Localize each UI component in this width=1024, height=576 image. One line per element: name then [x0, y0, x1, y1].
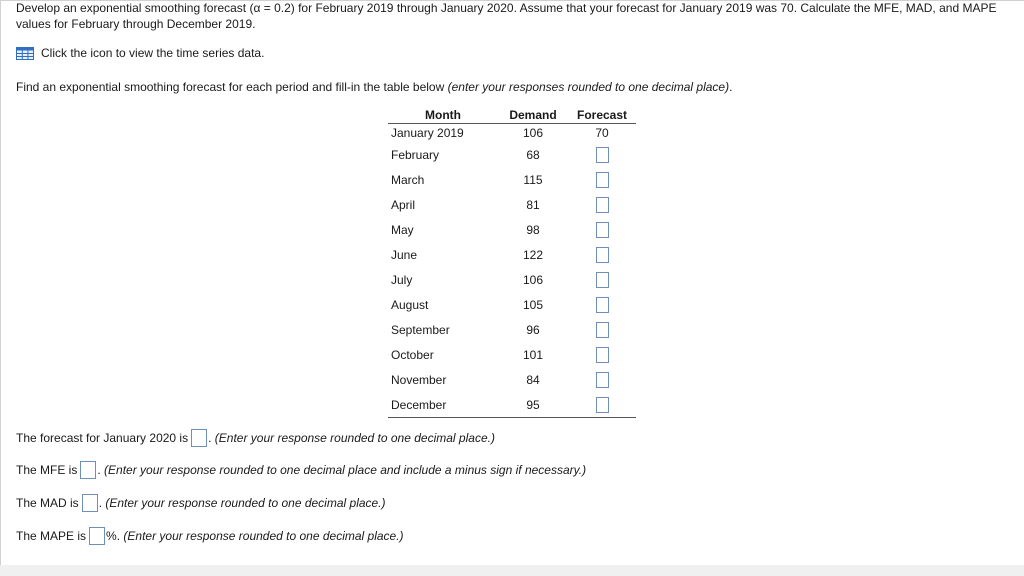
row-month: April: [391, 197, 416, 212]
table-row: [388, 292, 636, 317]
row-month: February: [391, 147, 440, 162]
row-forecast-value: 70: [595, 126, 609, 140]
row-demand: 95: [498, 392, 568, 418]
row-demand: 96: [526, 322, 540, 337]
time-series-table: [388, 106, 636, 418]
left-border: [0, 0, 1, 565]
mad-hint: (Enter your response rounded to one decimal place.): [105, 496, 386, 510]
table-row: [388, 267, 636, 292]
instructions-text: Find an exponential smoothing forecast for each period and fill-in the table below: [16, 80, 448, 94]
jan2020-label: The forecast for January 2020 is: [16, 431, 189, 445]
forecast-input-april[interactable]: [596, 197, 609, 213]
header-month: Month: [388, 106, 498, 124]
forecast-input-june[interactable]: [596, 247, 609, 263]
table-grid-icon[interactable]: [16, 47, 34, 60]
instructions: [16, 80, 732, 94]
header-forecast: Forecast: [568, 106, 636, 124]
row-demand: 106: [522, 126, 544, 140]
table-row: [388, 242, 636, 267]
mad-question: [16, 494, 386, 512]
table-row: [388, 124, 636, 143]
problem-line-1: Develop an exponential smoothing forecast (α = 0.2) for February 2019 through January 2020. Assume that your forecast for January 2019 was 70. Calculate the MFE, MAD, and MAPE: [16, 1, 997, 15]
row-demand: 81: [526, 197, 540, 212]
forecast-input-august[interactable]: [596, 297, 609, 313]
table-row: [388, 317, 636, 342]
forecast-input-february[interactable]: [596, 147, 609, 163]
row-month: August: [391, 297, 429, 312]
row-month: June: [391, 247, 418, 262]
forecast-input-july[interactable]: [596, 272, 609, 288]
forecast-input-march[interactable]: [596, 172, 609, 188]
problem-statement: [16, 0, 1016, 32]
forecast-input-december[interactable]: [596, 397, 609, 413]
mad-input[interactable]: [82, 494, 98, 512]
jan2020-suffix: .: [208, 431, 212, 445]
mad-label: The MAD is: [16, 496, 79, 510]
table-row: [388, 167, 636, 192]
mape-hint: (Enter your response rounded to one decimal place.): [123, 529, 404, 543]
row-demand: 105: [522, 297, 544, 312]
row-demand: 106: [522, 272, 544, 287]
row-month: November: [391, 372, 447, 387]
table-header-row: [388, 106, 636, 124]
row-demand: 122: [522, 247, 544, 262]
mfe-question: [16, 461, 586, 479]
forecast-input-may[interactable]: [596, 222, 609, 238]
mfe-label: The MFE is: [16, 463, 78, 477]
mape-question: [16, 527, 404, 545]
instructions-end: .: [729, 80, 733, 94]
row-demand: 98: [526, 222, 540, 237]
jan2020-forecast-question: [16, 429, 495, 447]
mfe-hint: (Enter your response rounded to one decimal place and include a minus sign if necessary.): [104, 463, 587, 477]
table-row: [388, 192, 636, 217]
table-row: [388, 367, 636, 392]
row-demand: 84: [526, 372, 540, 387]
table-row: [388, 392, 636, 418]
view-data-link[interactable]: [16, 46, 264, 60]
mape-suffix: %.: [106, 529, 121, 543]
bottom-bar: [0, 565, 1024, 576]
problem-line-2: values for February through December 2019.: [16, 17, 256, 31]
row-month: July: [391, 272, 413, 287]
mad-suffix: .: [98, 496, 103, 510]
mape-input[interactable]: [89, 527, 105, 545]
table-row: [388, 142, 636, 167]
mfe-suffix: .: [97, 463, 101, 477]
instructions-hint: (enter your responses rounded to one decimal place): [447, 80, 730, 94]
view-data-label[interactable]: Click the icon to view the time series data.: [41, 46, 265, 60]
header-demand: Demand: [498, 106, 568, 124]
row-month: January 2019: [391, 126, 464, 140]
forecast-input-november[interactable]: [596, 372, 609, 388]
row-month: March: [391, 172, 425, 187]
row-month: December: [388, 392, 498, 418]
jan2020-hint: (Enter your response rounded to one decimal place.): [214, 431, 495, 445]
table-row: [388, 342, 636, 367]
row-month: September: [391, 322, 450, 337]
forecast-input-september[interactable]: [596, 322, 609, 338]
jan2020-forecast-input[interactable]: [191, 429, 207, 447]
row-month: May: [391, 222, 414, 237]
mape-label: The MAPE is: [16, 529, 87, 543]
row-month: October: [391, 347, 434, 362]
row-demand: 101: [522, 347, 544, 362]
forecast-input-october[interactable]: [596, 347, 609, 363]
table-row: [388, 217, 636, 242]
row-demand: 115: [523, 172, 543, 187]
mfe-input[interactable]: [80, 461, 96, 479]
row-demand: 68: [526, 147, 540, 162]
